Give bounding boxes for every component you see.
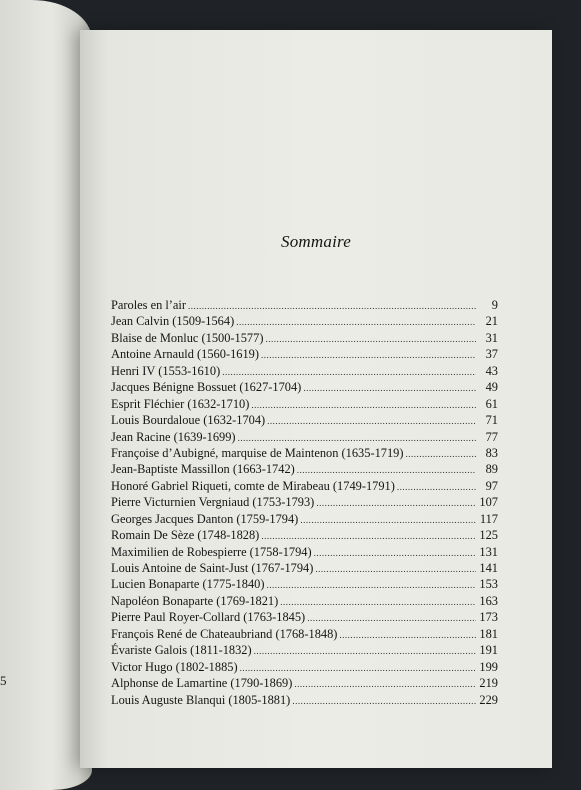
toc-entry-page-number: 131 xyxy=(479,544,498,559)
dot-leader xyxy=(261,528,476,544)
toc-entry-page-number: 9 xyxy=(491,298,498,312)
toc-entry-title: Françoise d’Aubigné, marquise de Maintenon (1635-1719) xyxy=(111,445,404,460)
toc-entry xyxy=(111,313,498,329)
toc-entry xyxy=(111,527,498,543)
dot-leader xyxy=(266,577,476,593)
toc-entry-page-number: 191 xyxy=(479,643,498,658)
dot-leader xyxy=(314,545,476,561)
toc-entry-page-number: 71 xyxy=(485,413,498,428)
toc-entry-page-number: 173 xyxy=(479,610,498,625)
toc-entry xyxy=(111,412,498,428)
toc-entry-title: Antoine Arnauld (1560-1619) xyxy=(111,347,259,362)
toc-entry xyxy=(111,429,498,445)
toc-entry-page-number: 141 xyxy=(479,561,498,575)
toc-entry-page-number: 117 xyxy=(479,511,498,526)
toc-entry-title: Blaise de Monluc (1500-1577) xyxy=(111,330,264,345)
toc-entry xyxy=(111,297,498,313)
toc-entry-page-number: 43 xyxy=(485,363,498,378)
dot-leader xyxy=(240,660,476,676)
toc-entry-title: Alphonse de Lamartine (1790-1869) xyxy=(111,676,293,691)
toc-entry-page-number: 77 xyxy=(485,429,498,444)
dot-leader xyxy=(397,479,476,495)
dot-leader xyxy=(261,347,476,363)
toc-entry xyxy=(111,494,498,510)
dot-leader xyxy=(303,380,476,396)
dot-leader xyxy=(307,610,476,626)
toc-entry-title: Louis Bourdaloue (1632-1704) xyxy=(111,413,266,428)
toc-entry-page-number: 49 xyxy=(485,380,498,395)
toc-entry xyxy=(111,396,498,412)
toc-entry-title: Jean Racine (1639-1699) xyxy=(111,429,236,444)
toc-entry-title: Jacques Bénigne Bossuet (1627-1704) xyxy=(111,380,302,395)
toc-entry xyxy=(111,379,498,395)
toc-entry xyxy=(111,330,498,346)
page-title: Sommaire xyxy=(281,232,351,251)
toc-entry-title: Lucien Bonaparte (1775-1840) xyxy=(111,577,265,592)
dot-leader xyxy=(222,364,476,380)
toc-entry-title: Henri IV (1553-1610) xyxy=(111,363,221,378)
dot-leader xyxy=(300,512,476,528)
dot-leader xyxy=(238,430,476,446)
table-of-contents xyxy=(111,297,498,708)
dot-leader xyxy=(292,693,476,709)
toc-entry-page-number: 97 xyxy=(485,478,498,493)
dot-leader xyxy=(251,397,476,413)
dot-leader xyxy=(315,561,476,577)
toc-entry xyxy=(111,675,498,691)
toc-entry-page-number: 61 xyxy=(485,396,498,411)
toc-entry xyxy=(111,560,498,576)
toc-entry-title: Jean Calvin (1509-1564) xyxy=(111,314,235,329)
left-page-number: 5 xyxy=(0,673,7,688)
toc-entry-title: Louis Auguste Blanqui (1805-1881) xyxy=(111,692,291,707)
toc-entry-title: Romain De Sèze (1748-1828) xyxy=(111,528,260,543)
dot-leader xyxy=(236,314,476,330)
toc-entry xyxy=(111,609,498,625)
toc-entry-title: Maximilien de Robespierre (1758-1794) xyxy=(111,544,312,559)
toc-entry xyxy=(111,692,498,708)
toc-entry-title: Napoléon Bonaparte (1769-1821) xyxy=(111,593,279,608)
toc-entry xyxy=(111,445,498,461)
dot-leader xyxy=(280,594,476,610)
toc-entry xyxy=(111,478,498,494)
toc-entry-title: Pierre Paul Royer-Collard (1763-1845) xyxy=(111,610,306,625)
toc-entry-title: Honoré Gabriel Riqueti, comte de Mirabeau (1749-1791) xyxy=(111,478,395,493)
left-page xyxy=(0,0,92,790)
dot-leader xyxy=(297,462,476,478)
toc-entry xyxy=(111,346,498,362)
toc-entry-title: Georges Jacques Danton (1759-1794) xyxy=(111,511,299,526)
dot-leader xyxy=(406,446,477,462)
toc-entry xyxy=(111,461,498,477)
toc-entry-page-number: 199 xyxy=(479,659,498,674)
toc-entry xyxy=(111,593,498,609)
dot-leader xyxy=(267,413,476,429)
toc-entry-title: Évariste Galois (1811-1832) xyxy=(111,643,252,658)
toc-entry xyxy=(111,363,498,379)
toc-entry-page-number: 163 xyxy=(479,593,498,608)
toc-entry-page-number: 89 xyxy=(485,462,498,477)
dot-leader xyxy=(316,495,476,511)
dot-leader xyxy=(294,676,476,692)
toc-entry-title: Victor Hugo (1802-1885) xyxy=(111,659,238,674)
toc-entry-title: Paroles en l’air xyxy=(111,298,187,312)
toc-entry-title: Pierre Victurnien Vergniaud (1753-1793) xyxy=(111,495,315,510)
toc-entry-page-number: 219 xyxy=(479,676,498,691)
toc-entry-page-number: 181 xyxy=(479,626,498,641)
toc-entry-page-number: 21 xyxy=(485,314,498,329)
dot-leader xyxy=(265,331,476,347)
toc-entry-page-number: 37 xyxy=(485,347,498,362)
toc-entry-page-number: 83 xyxy=(485,445,498,460)
toc-entry xyxy=(111,576,498,592)
toc-entry xyxy=(111,544,498,560)
toc-entry xyxy=(111,659,498,675)
toc-entry-page-number: 107 xyxy=(479,495,498,510)
toc-entry-title: Louis Antoine de Saint-Just (1767-1794) xyxy=(111,561,314,575)
toc-entry-page-number: 229 xyxy=(479,692,498,707)
toc-entry-title: François René de Chateaubriand (1768-1848) xyxy=(111,626,338,641)
dot-leader xyxy=(254,643,476,659)
toc-entry xyxy=(111,511,498,527)
toc-entry-title: Jean-Baptiste Massillon (1663-1742) xyxy=(111,462,295,477)
toc-entry-title: Esprit Fléchier (1632-1710) xyxy=(111,396,250,411)
toc-entry xyxy=(111,626,498,642)
toc-entry-page-number: 31 xyxy=(485,330,498,345)
dot-leader xyxy=(339,627,476,643)
toc-entry-page-number: 153 xyxy=(479,577,498,592)
toc-entry-page-number: 125 xyxy=(479,528,498,543)
dot-leader xyxy=(188,298,476,314)
toc-entry xyxy=(111,642,498,658)
